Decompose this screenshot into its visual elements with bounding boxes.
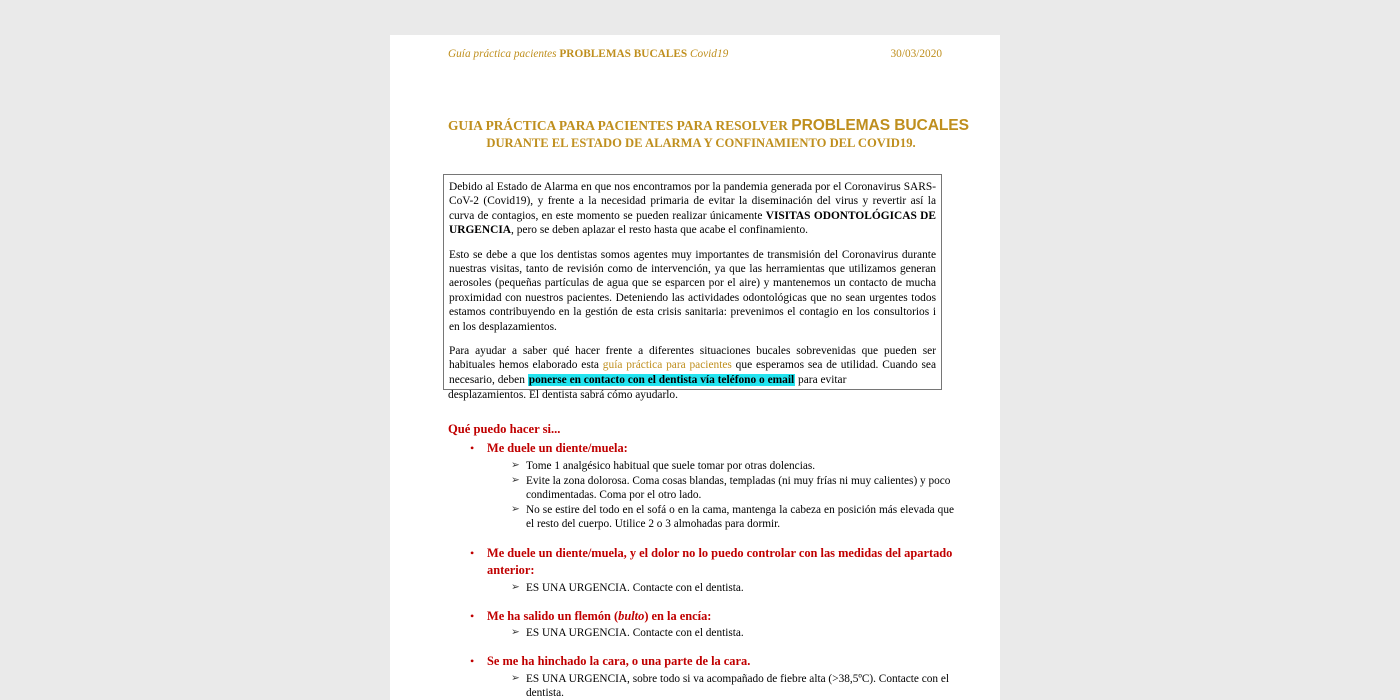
intro-overflow-line: desplazamientos. El dentista sabrá cómo ayudarlo.	[448, 389, 678, 401]
qa-group-2-title: Me duele un diente/muela, y el dolor no lo puedo controlar con las medidas del apartado anterior:	[487, 545, 953, 578]
qa-group-1-title: Me duele un diente/muela:	[487, 441, 628, 455]
qa-group-1-item-3	[448, 503, 954, 531]
page-title-emphasis: PROBLEMAS BUCALES	[791, 117, 969, 134]
arrow-bullet-icon: ➢	[511, 474, 520, 486]
intro-p1-text-b: , pero se deben aplazar el resto hasta que acabe el confinamiento.	[511, 224, 808, 237]
bullet-icon: •	[470, 654, 475, 669]
qa-group-3-item-1-text: ES UNA URGENCIA. Contacte con el dentista.	[526, 627, 744, 640]
intro-p3-text-b: que esperamos sea de utilidad. Cuando sea necesario, deben	[449, 359, 937, 386]
qa-group-4-title: Se me ha hinchado la cara, o una parte de la cara.	[487, 654, 751, 669]
page-title-line1-plain: GUIA PRÁCTICA PARA PACIENTES PARA RESOLVER	[448, 118, 788, 133]
intro-paragraph-1	[449, 180, 936, 238]
intro-paragraph-3	[449, 344, 936, 387]
document-page	[390, 35, 1000, 700]
qa-group-3-title-row	[448, 608, 954, 626]
intro-p3-highlighted-phrase: ponerse en contacto con el dentista vía teléfono o email	[528, 373, 795, 386]
arrow-bullet-icon: ➢	[511, 459, 520, 471]
qa-group-1-item-1	[448, 459, 954, 473]
arrow-bullet-icon: ➢	[511, 581, 520, 593]
qa-group-4-title-row	[448, 653, 954, 671]
qa-group-3-item-1	[448, 626, 954, 640]
bullet-icon: •	[470, 608, 475, 623]
qa-group-4-item-1-text: ES UNA URGENCIA, sobre todo si va acompañado de fiebre alta (>38,5ºC). Contacte con el dentista.	[526, 672, 950, 700]
qa-group-2-title-row	[448, 545, 954, 580]
qa-group-2-item-1-text: ES UNA URGENCIA. Contacte con el dentista.	[526, 581, 744, 594]
arrow-bullet-icon: ➢	[511, 627, 520, 639]
running-header-date: 30/03/2020	[890, 48, 942, 60]
page-title-line2: DURANTE EL ESTADO DE ALARMA Y CONFINAMIENTO DEL COVID19.	[486, 136, 916, 150]
qa-section	[448, 421, 954, 700]
intro-p3-text-c: para evitar	[795, 373, 847, 386]
qa-group-1-item-2	[448, 474, 954, 502]
running-header-subject: Covid19	[689, 48, 729, 60]
qa-group-3-title	[487, 608, 954, 626]
qa-group-1-item-3-text: No se estire del todo en el sofá o en la cama, mantenga la cabeza en posición más elevada que el resto del cuerpo. Utilice 2 o 3 almohadas para dormir.	[526, 504, 954, 531]
qa-group-3-title-a: Me ha salido un flemón (	[487, 608, 619, 623]
qa-group-1-item-2-text: Evite la zona dolorosa. Coma cosas blandas, templadas (ni muy frías ni muy calientes) y poco condimentadas. Coma por el otro lado.	[526, 474, 951, 501]
intro-p1-text-a: Debido al Estado de Alarma en que nos encontramos por la pandemia generada por el Coronavirus SARS-CoV-2 (Covid19), y frente a la necesidad primaria de evitar la diseminación del virus y revertir así la curva de contagios, en este momento se pueden realizar únicamente	[449, 181, 936, 222]
arrow-bullet-icon: ➢	[511, 672, 520, 684]
qa-group-3-title-italic: bulto	[618, 608, 645, 623]
page-title	[448, 117, 969, 152]
qa-group-1-title-row	[448, 440, 954, 458]
qa-group-3	[448, 608, 954, 641]
bullet-icon: •	[470, 545, 475, 560]
qa-group-1	[448, 440, 954, 532]
qa-group-2	[448, 545, 954, 595]
running-header-left	[448, 47, 728, 61]
intro-paragraph-2: Esto se debe a que los dentistas somos agentes muy importantes de transmisión del Coronavirus durante nuestras visitas, tanto de revisión como de intervención, ya que las herramientas que utilizamos generan aerosoles (pequeñas partículas de agua que se esparcen por el aire) y mantenemos un contacto de mucha proximidad con nuestros pacientes. Deteniendo las actividades odontológicas que no sean urgentes todos estamos contribuyendo en la gestión de esta crisis sanitaria: prevenimos el contagio en los consultorios i en los desplazamientos.	[449, 248, 936, 333]
intro-p3-gold-phrase: guía práctica para pacientes	[602, 359, 732, 372]
qa-group-4	[448, 653, 954, 700]
intro-p1-bold: VISITAS ODONTOLÓGICAS DE URGENCIA	[449, 209, 937, 237]
running-header-title-italic: Guía práctica pacientes	[448, 48, 557, 60]
qa-group-4-item-1	[448, 672, 954, 700]
bullet-icon: •	[470, 441, 475, 455]
qa-group-2-item-1	[448, 581, 954, 595]
qa-section-heading: Qué puedo hacer si...	[448, 422, 561, 436]
intro-framed-box	[443, 174, 942, 390]
document-running-header	[448, 47, 942, 61]
qa-group-1-item-1-text: Tome 1 analgésico habitual que suele tomar por otras dolencias.	[526, 459, 816, 472]
intro-p3-text-a: Para ayudar a saber qué hacer frente a diferentes situaciones bucales sobrevenidas que pueden ser habituales hemos elaborado esta	[449, 345, 936, 372]
arrow-bullet-icon: ➢	[511, 504, 520, 516]
qa-group-3-title-b: ) en la encía:	[644, 608, 712, 623]
page-title-line1	[448, 117, 969, 134]
running-header-title-bold: PROBLEMAS BUCALES	[559, 48, 688, 60]
